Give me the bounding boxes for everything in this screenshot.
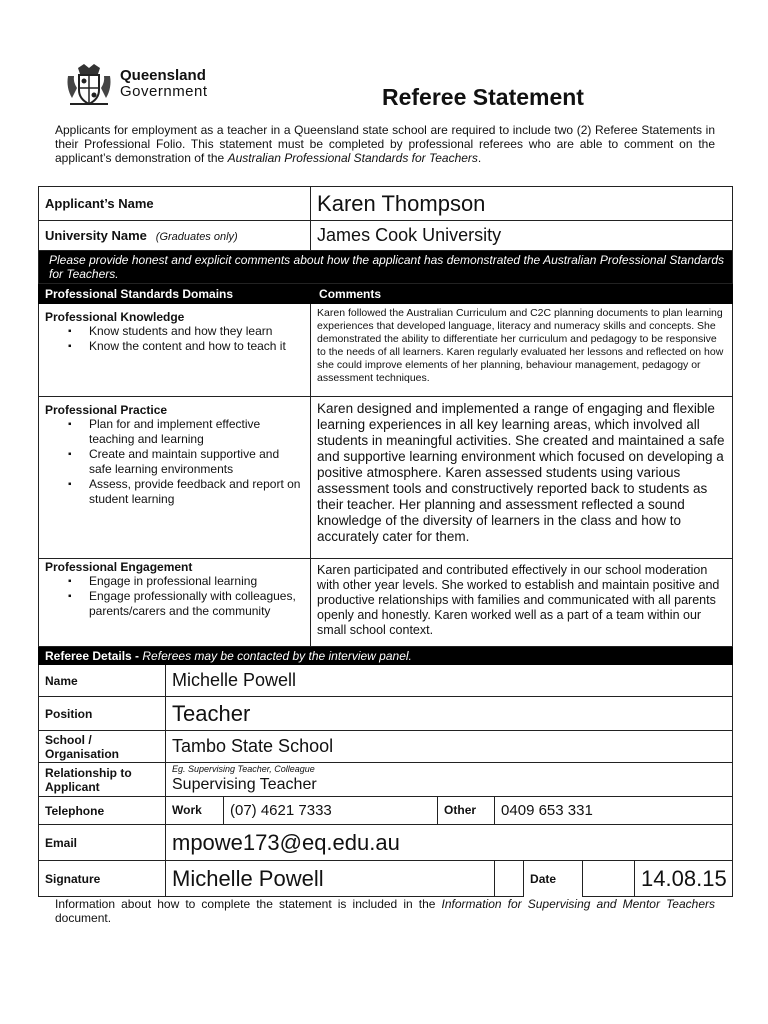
- telephone-row: [39, 797, 733, 825]
- relationship-row: [39, 763, 733, 797]
- relationship-value: Supervising Teacher: [172, 776, 317, 793]
- other-phone-field[interactable]: 0409 653 331: [495, 797, 733, 825]
- relationship-label: Relationship to Applicant: [39, 763, 166, 797]
- standard-item: ▪ Create and maintain supportive and safe learning environments: [89, 447, 304, 477]
- applicant-name-field[interactable]: Karen Thompson: [311, 187, 733, 221]
- work-label: Work: [166, 797, 224, 825]
- university-field[interactable]: James Cook University: [311, 221, 733, 251]
- domains-header-row: [39, 284, 733, 304]
- standard-item: ▪ Assess, provide feedback and report on student learning: [89, 477, 304, 507]
- standard-item: ▪ Know students and how they learn: [89, 324, 304, 339]
- domain-row-engagement: [39, 559, 733, 647]
- standard-item: ▪ Engage professionally with colleagues, parents/carers and the community: [89, 589, 304, 619]
- standards-list: [45, 324, 304, 354]
- logo-subtitle: Government: [120, 83, 208, 100]
- referee-name-field[interactable]: Michelle Powell: [166, 665, 733, 697]
- logo-name: Queensland: [120, 67, 206, 84]
- relationship-hint: Eg. Supervising Teacher, Colleague: [172, 764, 315, 774]
- comment-field[interactable]: Karen designed and implemented a range of engaging and flexible learning experiences in all key learning areas, which involved all students in meaningful activities. She created and maintained a safe and supportive learning environment which focused on developing a positive atmosphere. Karen assessed students using various assessment tools and constructively reported back to students as their teacher. Her planning and assessment reflected a sound knowledge of the diversity of learners in the class and how to accurately cater for them.: [311, 397, 733, 559]
- footer-note: Information about how to complete the statement is included in the Information for Supervising and Mentor Teachers document.: [55, 897, 715, 925]
- domain-cell: [39, 304, 311, 397]
- comments-column-header: Comments: [311, 284, 733, 304]
- standards-list: [45, 574, 304, 619]
- referee-form-table: [38, 186, 733, 897]
- telephone-label: Telephone: [39, 797, 166, 825]
- school-row: [39, 731, 733, 763]
- signature-label: Signature: [39, 861, 166, 897]
- applicant-name-label: Applicant’s Name: [39, 187, 311, 221]
- standard-item: ▪ Know the content and how to teach it: [89, 339, 304, 354]
- standards-list: [45, 417, 304, 507]
- school-field[interactable]: Tambo State School: [166, 731, 733, 763]
- email-field[interactable]: mpowe173@eq.edu.au: [166, 825, 733, 861]
- email-label: Email: [39, 825, 166, 861]
- domain-title: Professional Engagement: [45, 560, 193, 574]
- email-row: [39, 825, 733, 861]
- page-title: Referee Statement: [382, 84, 584, 110]
- comment-field[interactable]: Karen participated and contributed effectively in our school moderation with other year levels. She worked to establish and maintain positive and productive relationships with families and communicated with all parents openly and honestly. Karen worked well as a part of a team within our small school context.: [311, 559, 733, 647]
- school-label: School / Organisation: [39, 731, 166, 763]
- instruction-text: Please provide honest and explicit comments about how the applicant has demonstrated the Australian Professional Standards for Teachers.: [39, 251, 733, 284]
- domain-row-knowledge: [39, 304, 733, 397]
- applicant-name-row: [39, 187, 733, 221]
- domain-title: Professional Knowledge: [45, 310, 185, 324]
- queensland-government-logo: [64, 62, 234, 108]
- coat-of-arms-icon: [64, 62, 114, 108]
- domain-title: Professional Practice: [45, 403, 168, 417]
- work-phone-field[interactable]: (07) 4621 7333: [224, 797, 438, 825]
- standard-item: ▪ Engage in professional learning: [89, 574, 304, 589]
- domain-row-practice: [39, 397, 733, 559]
- domains-column-header: Professional Standards Domains: [39, 284, 311, 304]
- university-label: University Name (Graduates only): [39, 221, 311, 251]
- signature-row: [39, 861, 733, 897]
- referee-name-label: Name: [39, 665, 166, 697]
- instruction-row: [39, 251, 733, 284]
- comment-field[interactable]: Karen followed the Australian Curriculum and C2C planning documents to plan learning experiences that developed language, literacy and numeracy skills and concepts. She demonstrated the ability to differentiate her curriculum and pedagogy to be responsive to the needs of all learners. Karen regularly evaluated her lessons and reflected on how she could improve elements of her planning, behaviour management, pedagogy or assessment techniques.: [311, 304, 733, 397]
- other-label: Other: [438, 797, 495, 825]
- domain-cell: [39, 559, 311, 647]
- intro-paragraph: Applicants for employment as a teacher in a Queensland state school are required to include two (2) Referee Statements in their Professional Folio. This statement must be completed by professional referees who are able to comment on the applicant’s demonstration of the Australian Professional Standards for Teachers.: [55, 123, 715, 165]
- referee-details-header: Referee Details - Referees may be contacted by the interview panel.: [39, 647, 733, 665]
- signature-field[interactable]: Michelle Powell: [166, 861, 495, 897]
- position-field[interactable]: Teacher: [166, 697, 733, 731]
- standard-item: ▪ Plan for and implement effective teaching and learning: [89, 417, 304, 447]
- position-label: Position: [39, 697, 166, 731]
- date-field[interactable]: 14.08.15: [635, 861, 733, 897]
- relationship-field[interactable]: [166, 763, 733, 797]
- university-row: [39, 221, 733, 251]
- domain-cell: [39, 397, 311, 559]
- referee-header-row: [39, 647, 733, 665]
- date-label-cell: Date: [495, 861, 635, 897]
- position-row: [39, 697, 733, 731]
- referee-name-row: [39, 665, 733, 697]
